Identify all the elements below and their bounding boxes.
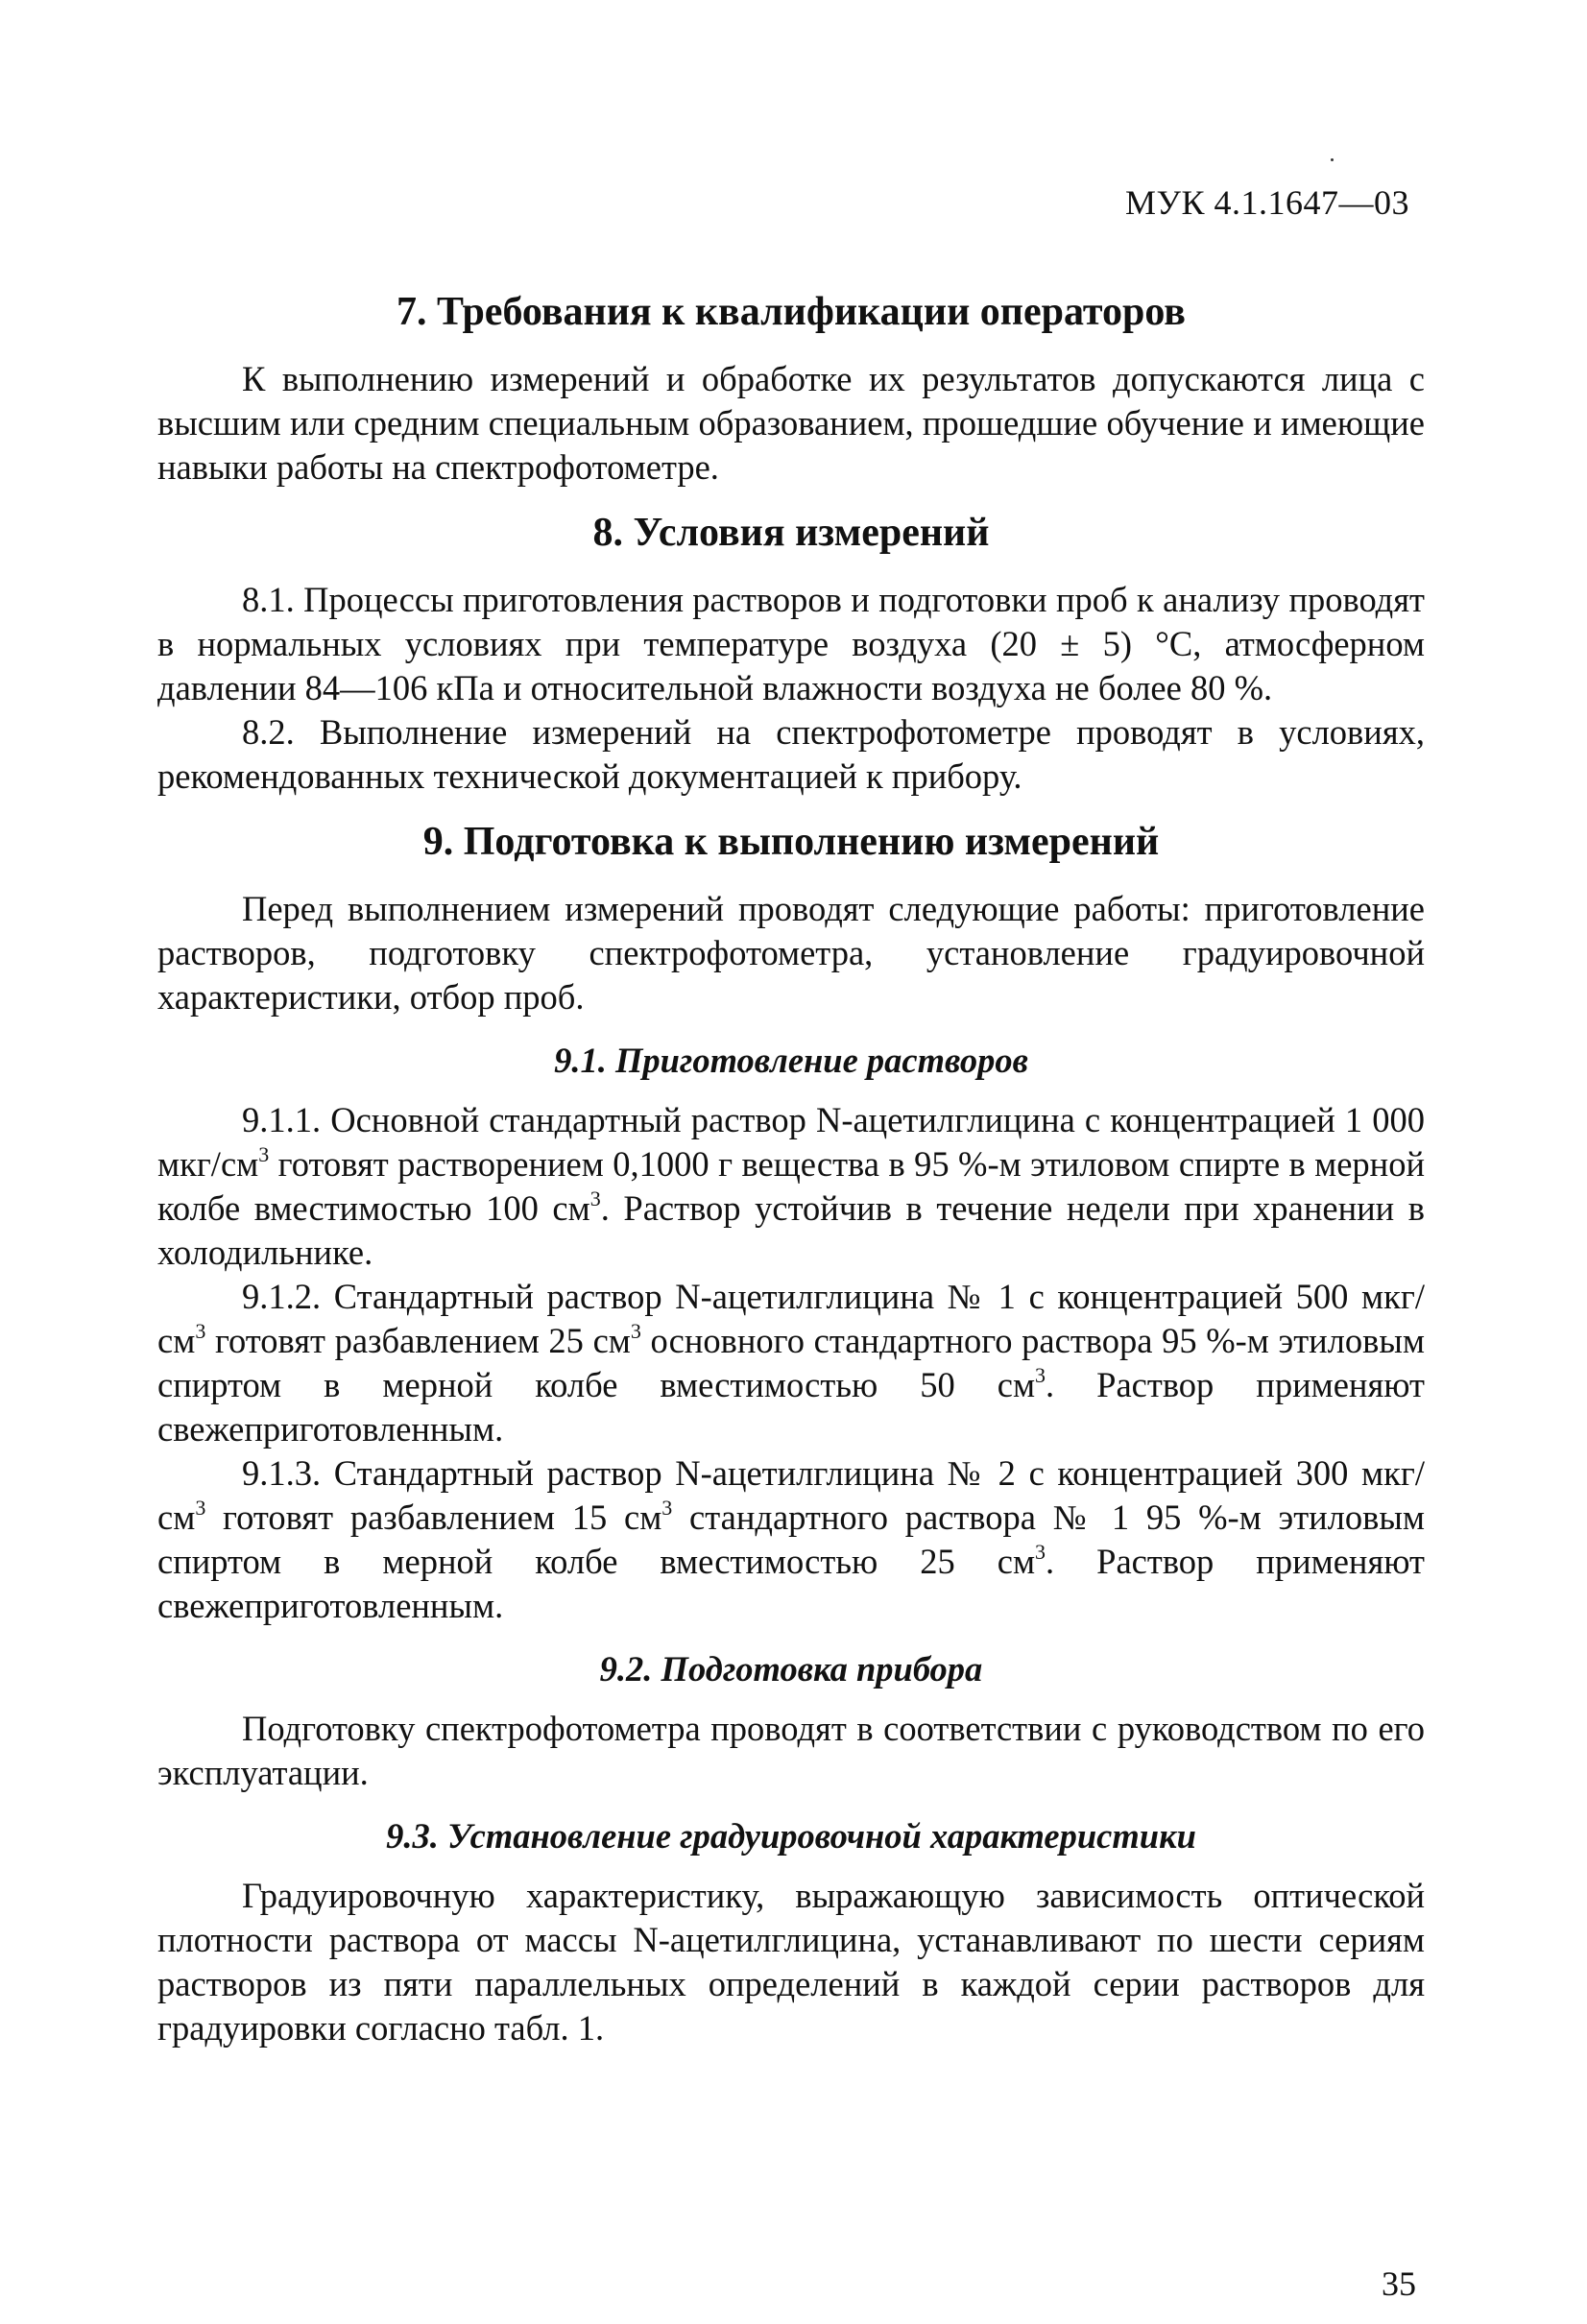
section-7-paragraph: К выполнению измерений и обработке их результатов допускаются лица с высшим или средним специальным образованием, прошедшие обучение и имеющие навыки работы на спектрофотометре.: [157, 359, 1425, 487]
paragraph-9-1-3: 9.1.3. Стандартный раствор N-ацетилглицина № 2 с концентрацией 300 мкг/$см^3$ готовят разбавлением 15 $см^3$ стандартного раствора № 1 95 %-м этиловым спиртом в мерной колбе вместимостью 25 $см^3$. Раствор применяют свежеприготовленным.: [157, 1453, 1426, 1625]
page-content: [157, 288, 1425, 2050]
page-number: 35: [1382, 2264, 1416, 2303]
spacer: [157, 490, 1425, 509]
section-8-heading: 8. Условия измерений: [592, 511, 990, 555]
paragraph-9-3: Градуировочную характеристику, выражающую зависимость оптической плотности раствора от массы N-ацетилглицина, устанавливают по шести сериям растворов из пяти параллельных определений в каждой серии растворов для градуировки согласно табл. 1.: [157, 1876, 1425, 2048]
document-code: МУК 4.1.1647—03: [1124, 183, 1409, 222]
section-9-intro: Перед выполнением измерений проводят следующие работы: приготовление растворов, подготовку спектрофотометра, установление градуировочной характеристики, отбор проб.: [157, 889, 1425, 1017]
section-9-heading: 9. Подготовка к выполнению измерений: [422, 820, 1160, 864]
spacer: [157, 799, 1425, 818]
paragraph-8-2: 8.2. Выполнение измерений на спектрофотометре проводят в условиях, рекомендованных технической документацией к прибору.: [157, 712, 1425, 796]
scan-speck: [1331, 158, 1334, 161]
paragraph-9-1-1: 9.1.1. Основной стандартный раствор N-ацетилглицина с концентрацией 1 000 мкг/$см^3$ готовят растворением 0,1000 г вещества в 95 %-м этиловом спирте в мерной колбе вместимостью 100 $см^3$. Раствор устойчив в течение недели при хранении в холодильнике.: [157, 1100, 1426, 1272]
subsection-9-2-heading: 9.2. Подготовка прибора: [599, 1649, 983, 1689]
spacer: [157, 1019, 1425, 1039]
subsection-9-1-heading: 9.1. Приготовление растворов: [554, 1041, 1028, 1080]
paragraph-8-1: 8.1. Процессы приготовления растворов и подготовки проб к анализу проводят в нормальных условиях при температуре воздуха (20 ± 5) °С, атмосферном давлении 84—106 кПа и относительной влажности воздуха не более 80 %.: [157, 580, 1425, 707]
spacer: [157, 1628, 1425, 1647]
subsection-9-3-heading: 9.3. Установление градуировочной характеристики: [386, 1816, 1196, 1856]
paragraph-9-2: Подготовку спектрофотометра проводят в соответствии с руководством по его эксплуатации.: [157, 1709, 1425, 1792]
paragraph-9-1-2: 9.1.2. Стандартный раствор N-ацетилглицина № 1 с концентрацией 500 мкг/$см^3$ готовят разбавлением 25 $см^3$ основного стандартного раствора 95 %-м этиловым спиртом в мерной колбе вместимостью 50 $см^3$. Раствор применяют свежеприготовленным.: [157, 1277, 1425, 1449]
spacer: [157, 1795, 1425, 1814]
section-7-heading: 7. Требования к квалификации операторов: [397, 290, 1186, 334]
